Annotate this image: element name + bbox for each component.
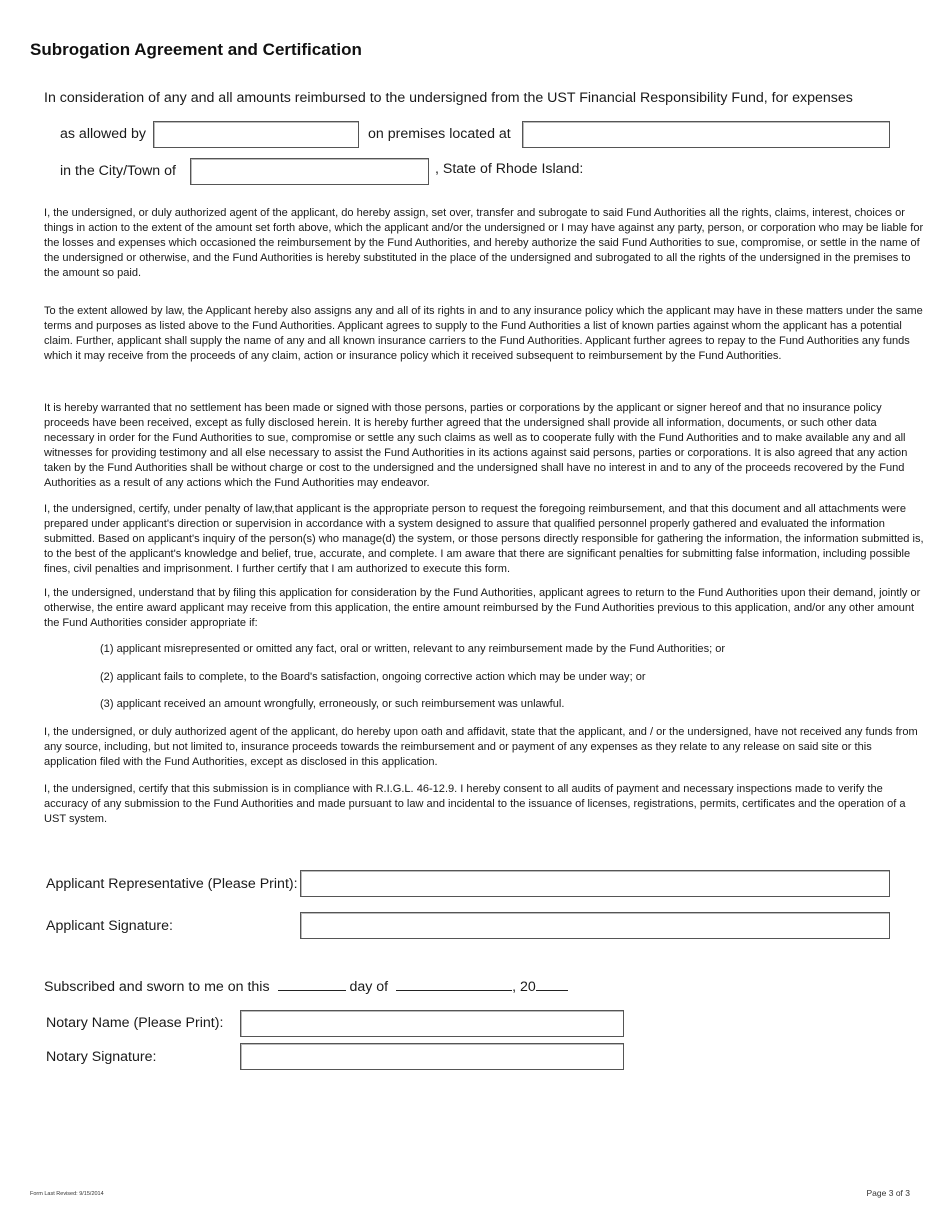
as-allowed-by-label: as allowed by bbox=[60, 126, 146, 142]
page-title: Subrogation Agreement and Certification bbox=[30, 40, 362, 59]
form-revised-date: Form Last Revised: 9/15/2014 bbox=[30, 1191, 104, 1197]
page-number: Page 3 of 3 bbox=[866, 1188, 910, 1198]
paragraph-insurance: To the extent allowed by law, the Applicant hereby also assigns any and all of its rights in and to any insurance policy which the applicant may have in these matters under the same terms and purposes as listed above to the Fund Authorities. Applicant agrees to supply to the Fund Authorities a list of known parties against whom the applicant has a potential claim. Further, applicant shall supply the name of any and all known insurance carriers to the Fund Authorities. Applicant further agrees to repay to the Fund Authorities any funds which it may receive from the proceeds of any claim, action or insurance policy which it received subsequent to reimbursement by the Fund Authorities. bbox=[44, 305, 923, 362]
premises-field[interactable] bbox=[522, 121, 890, 148]
as-allowed-by-field[interactable] bbox=[153, 121, 359, 148]
paragraph-compliance: I, the undersigned, certify that this submission is in compliance with R.I.G.L. 46-12.9. I hereby consent to all audits of payment and necessary inspections made to verify the accuracy of any submission to the Fund Authorities and made pursuant to law and incidental to the issuance of licenses, registrations, permits, certificates and the operation of a UST system. bbox=[44, 783, 906, 825]
list-item: (1) applicant misrepresented or omitted any fact, oral or written, relevant to any reimbursement made by the Fund Authorities; or bbox=[100, 643, 726, 655]
premises-label: on premises located at bbox=[368, 126, 511, 142]
sworn-line bbox=[44, 978, 568, 995]
notary-name-label: Notary Name (Please Print): bbox=[46, 1015, 224, 1031]
sworn-day-label: day of bbox=[349, 979, 389, 995]
applicant-sig-field[interactable] bbox=[300, 912, 890, 939]
notary-sig-field[interactable] bbox=[240, 1043, 624, 1070]
notary-name-field[interactable] bbox=[240, 1010, 624, 1037]
state-label: , State of Rhode Island: bbox=[435, 161, 584, 177]
sworn-year-blank[interactable] bbox=[536, 978, 568, 991]
list-item: (2) applicant fails to complete, to the Board's satisfaction, ongoing corrective action which may be under way; or bbox=[100, 671, 646, 683]
sworn-day-blank[interactable] bbox=[278, 978, 346, 991]
city-town-field[interactable] bbox=[190, 158, 429, 185]
paragraph-certify: I, the undersigned, certify, under penalty of law,that applicant is the appropriate person to request the foregoing reimbursement, and that this document and all attachments were prepared under applicant's direction or supervision in accordance with a system designed to assure that qualified personnel properly gathered and evaluated the information submitted. Based on applicant's inquiry of the person(s) who manage(d) the system, or those persons directly responsible for gathering the information, the information submitted is, to the best of the applicant's knowledge and belief, true, accurate, and complete. I am aware that there are significant penalties for submitting false information, including possible fines, civil penalties and imprisonment. I further certify that I am authorized to execute this form. bbox=[44, 503, 924, 575]
paragraph-subrogation: I, the undersigned, or duly authorized agent of the applicant, do hereby assign, set over, transfer and subrogate to said Fund Authorities all the rights, claims, interest, choices or things in action to the extent of the amount set forth above, which the applicant and/or the undersigned or I may have against any party, person, or corporation who may be liable for the losses and expenses which occasioned the reimbursement by the Fund Authorities, and hereby authorize the said Fund Authorities to sue, compromise, or settle in the name of the undersigned or otherwise, and the Fund Authorities is hereby substituted in the place of the undersigned and subrogated to all the rights of the undersigned in the premises to the amount so paid. bbox=[44, 207, 924, 279]
sworn-year-label: , 20 bbox=[512, 979, 536, 995]
paragraph-return: I, the undersigned, understand that by filing this application for consideration by the Fund Authorities, applicant agrees to return to the Fund Authorities upon their demand, jointly or otherwise, the entire award applicant may receive from this application, the entire amount reimbursed by the Fund Authorities previous to this application, and/or any other amount the Fund Authorities consider appropriate if: bbox=[44, 587, 921, 629]
applicant-sig-label: Applicant Signature: bbox=[46, 918, 173, 934]
applicant-rep-label: Applicant Representative (Please Print): bbox=[46, 876, 298, 892]
sworn-month-blank[interactable] bbox=[396, 978, 512, 991]
paragraph-warranty: It is hereby warranted that no settlement has been made or signed with those persons, parties or corporations by the applicant or signer hereof and that no insurance policy proceeds have been received, except as fully disclosed herein. It is hereby further agreed that the undersigned shall provide all information, documents, or such other data necessary in order for the Fund Authorities to sue, compromise or settle any such claims as well as to cooperate fully with the Fund Authorities and to make available any and all witnesses for providing testimony and all else necessary to assist the Fund Authorities in its actions against said persons, parties or corporations. It is also agreed that any action taken by the Fund Authorities shall be without charge or cost to the undersigned and the undersigned shall have no interest in and to any of the proceeds recovered by the Fund Authorities as a result of any actions which the Fund Authorities may endeavor. bbox=[44, 402, 908, 489]
list-item: (3) applicant received an amount wrongfully, erroneously, or such reimbursement was unlawful. bbox=[100, 698, 565, 710]
applicant-rep-field[interactable] bbox=[300, 870, 890, 897]
intro-line: In consideration of any and all amounts reimbursed to the undersigned from the UST Financial Responsibility Fund, for expenses bbox=[44, 90, 853, 106]
city-town-label: in the City/Town of bbox=[60, 163, 176, 179]
notary-sig-label: Notary Signature: bbox=[46, 1049, 157, 1065]
sworn-prefix: Subscribed and sworn to me on this bbox=[44, 979, 270, 995]
paragraph-oath: I, the undersigned, or duly authorized agent of the applicant, do hereby upon oath and affidavit, state that the applicant, and / or the undersigned, have not received any funds from any source, including, but not limited to, insurance proceeds towards the reimbursement and or payment of any expenses as they relate to any release on said site or this application filed with the Fund Authorities, except as disclosed in this application. bbox=[44, 726, 918, 768]
